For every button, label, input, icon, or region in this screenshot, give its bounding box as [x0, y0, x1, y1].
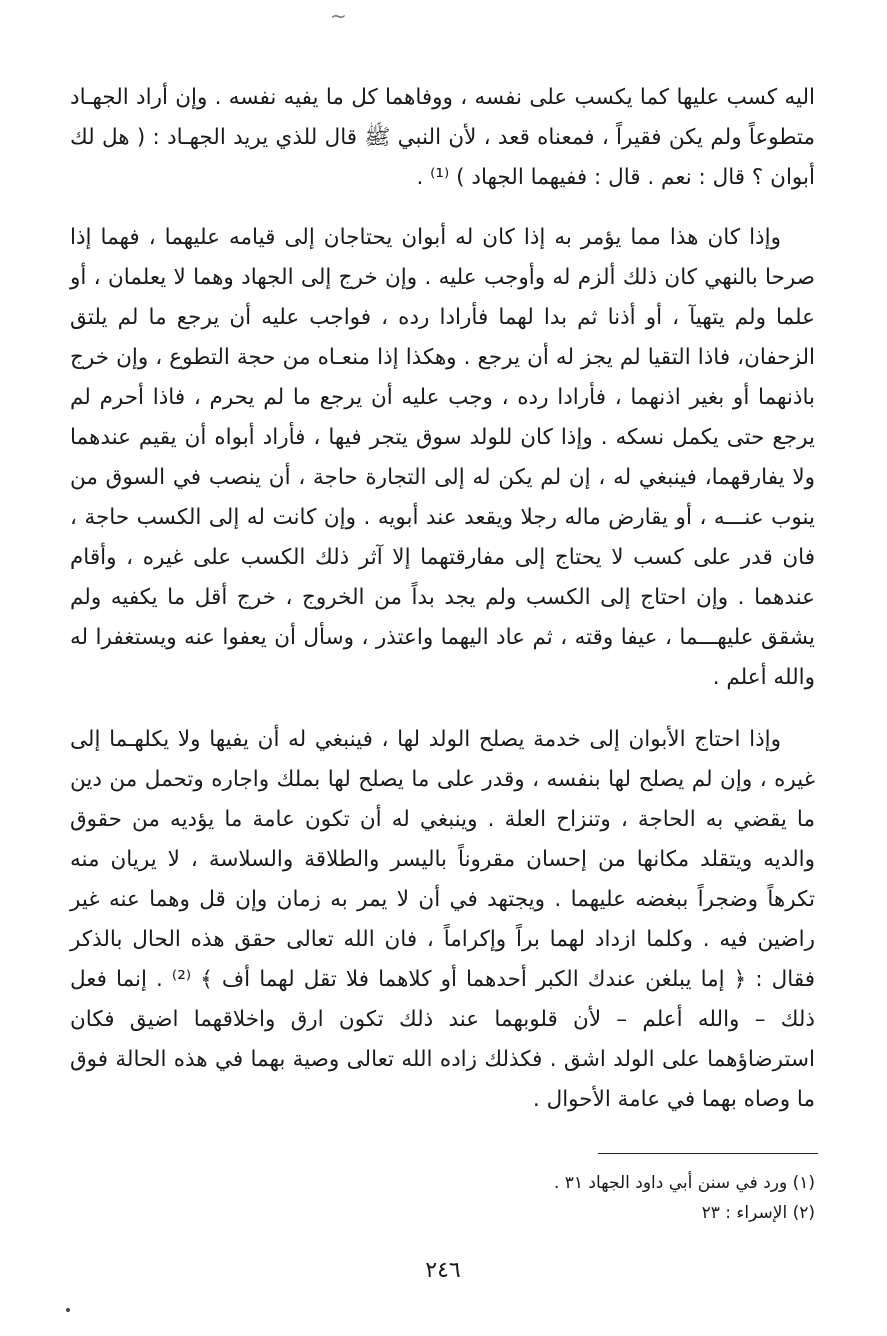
scan-speck: [66, 1308, 70, 1312]
paragraph-3-text: وإذا احتاج الأبوان إلى خدمة يصلح الولد لها ، فينبغي له أن يفيها ولا يكلهـما إلى غيره ، وإن لم يصلح لها بنفسه ، وقدر على ما يصلح لها بملك واجاره وتحمل من دين ما يقضي به الحاجة ، وتنزاح العلة . وينبغي له أن تكون عامة ما يؤديه من حقوق والديه ويتقلد مكانها من إحسان مقروناً باليسر والطلاقة والسلاسة ، لا يريان منه تكرهاً وضجراً ببغضه عليهما . ويجتهد في أن لا يمر به زمان وإن قل وهما عنه غير راضين فيه . وكلما ازداد لهما براً وإكراماً ، فان الله تعالى حقق هذه الحال بالذكر فقال : ﴿ إما يبلغن عندك الكبر أحدهما أو كلاهما فلا تقل لهما أف ﴾ ⁽²⁾ . إنما فعل ذلك – والله أعلم – لأن قلوبهما عند ذلك تكون ارق واخلاقهما اضيق فكان استرضاؤهما على الولد اشق . فكذلك زاده الله تعالى وصية بهما في هذه الحالة فوق ما وصاه بهما في عامة الأحوال .: [70, 727, 815, 1112]
paragraph-2-text: وإذا كان هذا مما يؤمر به إذا كان له أبوان يحتاجان إلى قيامه عليهما ، فهما إذا صرحا بالنهي كان ذلك ألزم له وأوجب عليه . وإن خرج إلى الجهاد وهما لا يعلمان ، أو علما ولم يتهيآ ، أو أذنا ثم بدا لهما فأرادا رده ، فواجب عليه أن يرجع ما لم يلتق الزحفان، فاذا التقيا لم يجز له أن يرجع . وهكذا إذا منعـاه من حجة التطوع ، وإن خرج باذنهما أو بغير اذنهما ، فأرادا رده ، وجب عليه أن يرجع ما لم يحرم ، فاذا أحرم لم يرجع حتى يكمل نسكه . وإذا كان للولد سوق يتجر فيها ، فأراد أبواه أن يقيم عندهما ولا يفارقهما، فينبغي له ، إن لم يكن له إلى التجارة حاجة ، أن ينصب في السوق من ينوب عنـــه ، أو يقارض ماله رجلا ويقعد عند أبويه . وإن كانت له إلى الكسب حاجة ، فان قدر على كسب لا يحتاج إلى مفارقتهما إلا آثر ذلك الكسب على غيره ، وأقام عندهما . وإن احتاج إلى الكسب ولم يجد بداً من الخروج ، خرج أقل ما يكفيه ولم يشقق عليهـــما ، عيفا وقته ، ثم عاد اليهما واعتذر ، وسأل أن يعفوا عنه ويستغفرا له والله أعلم .: [70, 225, 815, 690]
page-number: ٢٤٦: [425, 1258, 461, 1283]
paragraph-1-text: اليه كسب عليها كما يكسب على نفسه ، ووفاهما كل ما يفيه نفسه . وإن أراد الجهـاد متطوعاً ولم يكن فقيراً ، فمعناه قعد ، لأن النبي ﷺ قال للذي يريد الجهـاد : ( هل لك أبوان ؟ قال : نعم . قال : ففيهما الجهاد ) ⁽¹⁾ .: [70, 85, 815, 190]
paragraph-2: [70, 218, 815, 698]
footnote-2: (٢) الإسراء : ٢٣: [701, 1203, 815, 1223]
pen-mark: ~: [330, 4, 347, 28]
paragraph-1: [70, 78, 815, 198]
paragraph-3: [70, 720, 815, 1120]
footnote-1: (١) ورد في سنن أبي داود الجهاد ٣١ .: [553, 1173, 815, 1193]
footnotes: [420, 1168, 815, 1228]
footnote-divider: [598, 1153, 818, 1154]
